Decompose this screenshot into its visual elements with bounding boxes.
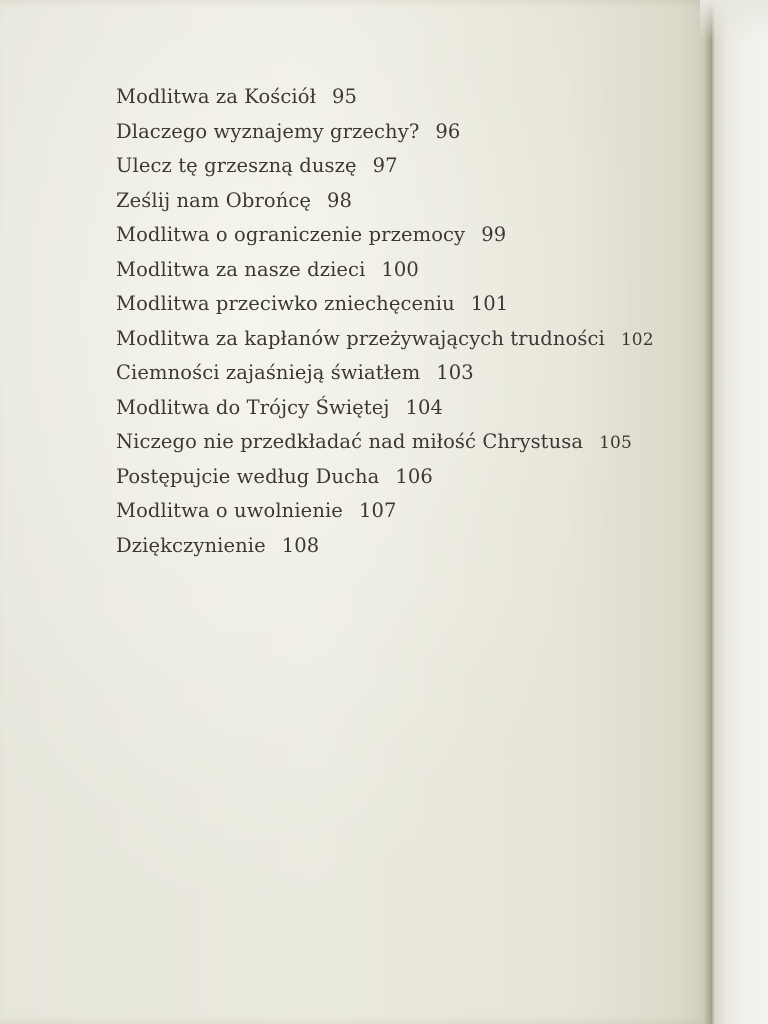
toc-entry-page: 105 [599,433,632,453]
toc-entry [116,322,654,357]
toc-entry [116,184,654,219]
toc-entry [116,149,654,184]
toc-entry-title: Ześlij nam Obrońcę [116,188,312,212]
toc-entry [116,80,654,115]
toc-entry-title: Modlitwa do Trójcy Świętej [116,395,390,419]
toc-entry [116,287,654,322]
toc-entry-page: 95 [332,85,358,108]
toc-entry-page: 101 [470,292,509,315]
toc-entry-title: Modlitwa za Kościół [116,85,317,108]
toc-entry-page: 108 [281,533,320,557]
toc-entry-title: Modlitwa o ograniczenie przemocy [116,223,466,246]
toc-entry-title: Modlitwa za kapłanów przeżywających trudności [116,326,605,350]
toc-entry-page: 96 [435,119,461,143]
toc-entry-page: 98 [327,188,353,212]
toc-entry [116,253,654,288]
table-of-contents [116,80,654,563]
toc-entry-title: Dlaczego wyznajemy grzechy? [116,119,420,143]
toc-entry [116,529,654,564]
facing-page-highlight [700,0,768,40]
facing-page-edge [712,0,768,1024]
toc-entry-title: Niczego nie przedkładać nad miłość Chrystusa [116,430,584,453]
toc-entry-page: 107 [358,499,397,522]
toc-entry-page: 103 [436,361,474,384]
toc-entry [116,391,654,426]
toc-entry-title: Modlitwa o uwolnienie [116,499,343,522]
toc-entry-page: 104 [405,395,444,419]
toc-entry [116,218,654,253]
toc-entry [116,356,654,391]
toc-entry-page: 100 [381,257,419,281]
toc-entry-title: Modlitwa przeciwko zniechęceniu [116,292,455,315]
toc-entry-title: Dziękczynienie [116,533,266,557]
toc-entry-title: Modlitwa za nasze dzieci [116,257,366,281]
toc-entry-title: Ciemności zajaśnieją światłem [116,361,421,384]
toc-entry-page: 102 [620,329,654,350]
toc-entry-title: Ulecz tę grzeszną duszę [116,154,357,177]
toc-entry [116,425,654,460]
toc-entry-page: 99 [481,223,507,246]
toc-entry [116,460,654,495]
toc-entry-page: 97 [372,154,398,177]
toc-entry-page: 106 [395,464,433,488]
toc-entry [116,494,654,529]
toc-entry-title: Postępujcie według Ducha [116,464,380,488]
toc-entry [116,115,654,150]
